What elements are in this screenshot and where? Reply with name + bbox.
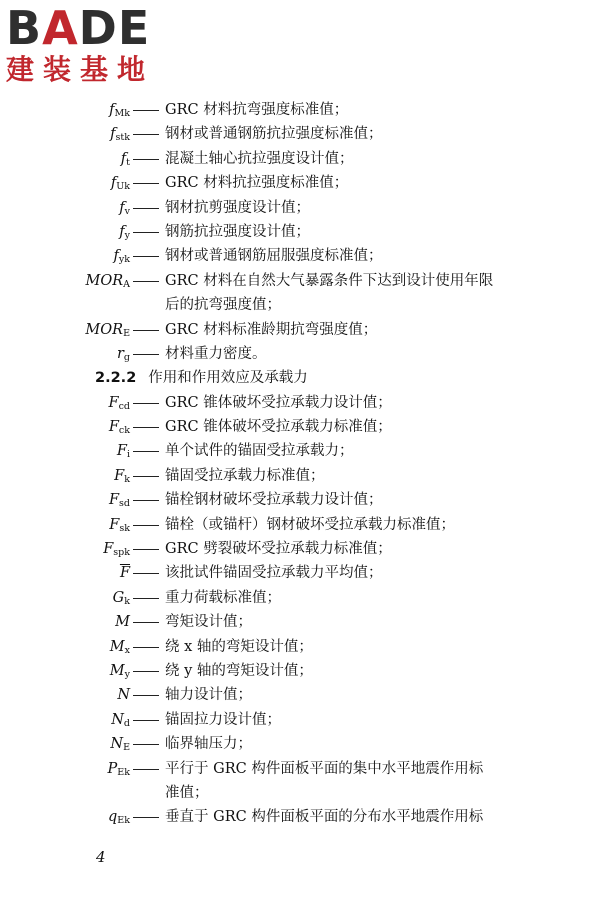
symbol: $F_{spk}$	[103, 541, 130, 559]
symbol-row	[0, 269, 600, 318]
symbol: $P_{Ek}$	[107, 760, 130, 778]
symbol-subscript: y	[124, 669, 130, 680]
symbol-description: 轴力设计值；	[165, 687, 252, 704]
symbol: $F_{ck}$	[108, 419, 130, 437]
symbol-row	[0, 98, 600, 122]
symbol-description: 平行于 GRC 构件面板平面的集中水平地震作用标 准值；	[165, 760, 484, 801]
symbol: $f_{yk}$	[113, 248, 130, 266]
symbol-subscript: E	[123, 327, 130, 339]
symbol-row	[0, 488, 600, 512]
symbol-description: 该批试件锚固受拉承载力平均值；	[165, 565, 383, 582]
section-title: 作用和作用效应及承载力	[148, 370, 308, 387]
symbol-description: 混凝土轴心抗拉强度设计值；	[165, 150, 354, 167]
symbol-description: 单个试件的锚固受拉承载力；	[165, 443, 354, 460]
symbol-subscript: yk	[118, 254, 130, 266]
symbol-row	[0, 659, 600, 683]
logo-letters-post: DE	[78, 1, 151, 55]
symbol-row	[0, 537, 600, 561]
symbol-subscript: A	[123, 278, 130, 290]
symbol-subscript: t	[126, 156, 130, 168]
section-heading	[0, 366, 600, 390]
section-number: 2.2.2	[95, 370, 137, 387]
symbol-description: 临界轴压力；	[165, 736, 252, 753]
symbol-subscript: v	[124, 205, 130, 217]
symbol-description: 钢材或普通钢筋抗拉强度标准值；	[165, 126, 383, 143]
symbol: $M_y$	[109, 663, 130, 680]
symbol-description: 锚固受拉承载力标准值；	[165, 467, 325, 484]
symbol: $F_{cd}$	[108, 394, 130, 412]
symbol-subscript: d	[123, 717, 130, 729]
symbol-description: 钢筋抗拉强度设计值；	[165, 223, 310, 240]
symbol-row	[0, 732, 600, 756]
symbol-description: 材料重力密度。	[165, 345, 267, 362]
page-number: 4	[96, 848, 106, 866]
symbol-row	[0, 171, 600, 195]
symbol-subscript: Ek	[117, 815, 130, 827]
symbol-subscript: i	[126, 449, 130, 461]
symbol-description: GRC 锥体破坏受拉承载力标准值；	[165, 419, 392, 436]
symbol-subscript: ck	[118, 425, 130, 437]
symbol-row	[0, 439, 600, 463]
symbol-description: 绕 y 轴的弯矩设计值；	[165, 663, 313, 679]
symbol-description: 钢材抗剪强度设计值；	[165, 199, 310, 216]
symbol-row	[0, 196, 600, 220]
symbol: $f_{Mk}$	[109, 102, 130, 119]
symbol-subscript: sd	[119, 498, 130, 510]
symbol-subscript: stk	[115, 132, 130, 144]
symbol-block-actions	[0, 391, 600, 830]
symbol: $r_g$	[116, 345, 130, 363]
symbol-row	[0, 415, 600, 439]
symbol-subscript: Mk	[114, 108, 130, 119]
symbol: $f_v$	[119, 199, 130, 217]
symbol: $f_{stk}$	[110, 126, 130, 144]
symbol-description: GRC 材料抗弯强度标准值；	[165, 102, 349, 118]
symbol-description: 锚栓（或锚杆）钢材破坏受拉承载力标准值；	[165, 516, 455, 533]
symbol: $F_k$	[114, 467, 130, 485]
symbol-subscript: sk	[119, 522, 130, 534]
symbol: $F_{sk}$	[109, 516, 130, 534]
symbol-row	[0, 122, 600, 146]
symbol: $f_y$	[119, 223, 130, 241]
symbol-subscript: y	[124, 229, 130, 241]
symbol: $f_t$	[120, 150, 130, 168]
symbol-description: 锚固拉力设计值；	[165, 711, 281, 728]
symbol-description: 弯矩设计值；	[165, 614, 252, 631]
symbol-subscript: Ek	[117, 766, 130, 778]
symbol-list	[0, 98, 600, 830]
symbol-row	[0, 561, 600, 585]
symbol-row	[0, 683, 600, 707]
symbol-row	[0, 708, 600, 732]
symbol-description: 垂直于 GRC 构件面板平面的分布水平地震作用标	[165, 809, 484, 826]
symbol-row	[0, 513, 600, 537]
logo-letter-accent: A	[42, 1, 79, 55]
symbol-row	[0, 757, 600, 806]
symbol-description: GRC 材料标准龄期抗弯强度值；	[165, 321, 378, 338]
symbol: $MOR_A$	[85, 272, 130, 290]
symbol: $f_{Uk}$	[110, 175, 130, 193]
symbol: $G_k$	[112, 589, 130, 607]
symbol: $M_x$	[109, 638, 130, 656]
symbol-subscript: k	[124, 473, 130, 485]
symbol: $\overline{F}$	[119, 565, 130, 582]
symbol: M	[115, 614, 130, 631]
symbol-subscript: x	[124, 644, 130, 656]
symbol-description: 钢材或普通钢筋屈服强度标准值；	[165, 248, 383, 265]
symbol-description: 重力荷载标准值；	[165, 589, 281, 606]
symbol-description: GRC 材料抗拉强度标准值；	[165, 175, 349, 192]
symbol-row	[0, 464, 600, 488]
symbol: $N_d$	[111, 711, 130, 729]
symbol-subscript: Uk	[116, 181, 130, 193]
symbol-subscript: k	[124, 595, 130, 607]
symbol-description: GRC 锥体破坏受拉承载力设计值；	[165, 394, 392, 411]
symbol-description: GRC 劈裂破坏受拉承载力标准值；	[165, 541, 392, 558]
symbol-row	[0, 391, 600, 415]
symbol-row	[0, 244, 600, 268]
symbol: $F_{sd}$	[108, 492, 130, 510]
symbol-row	[0, 610, 600, 634]
symbol-subscript: cd	[118, 400, 130, 412]
symbol-row	[0, 318, 600, 342]
symbol-row	[0, 147, 600, 171]
logo-letters-pre: B	[6, 1, 43, 55]
symbol-subscript: E	[123, 742, 130, 754]
symbol: $F_i$	[116, 443, 130, 461]
symbol: $N_E$	[110, 736, 130, 754]
symbol-description: 绕 x 轴的弯矩设计值；	[165, 638, 313, 655]
symbol-row	[0, 342, 600, 366]
symbol-row	[0, 805, 600, 829]
logo-wordmark	[6, 1, 186, 55]
symbol-subscript: g	[123, 351, 130, 363]
symbol-row	[0, 220, 600, 244]
bade-logo	[6, 1, 186, 86]
symbol: N	[117, 687, 130, 704]
symbol: $q_{Ek}$	[108, 809, 130, 827]
symbol-description: GRC 材料在自然大气暴露条件下达到设计使用年限 后的抗弯强度值；	[165, 272, 494, 314]
symbol-description: 锚栓钢材破坏受拉承载力设计值；	[165, 492, 383, 509]
symbol-subscript: spk	[113, 547, 130, 559]
symbol-row	[0, 635, 600, 659]
symbol-block-strength	[0, 98, 600, 366]
symbol-row	[0, 586, 600, 610]
symbol: $MOR_E$	[85, 321, 130, 339]
logo-subtitle: 建装基地	[6, 53, 155, 86]
